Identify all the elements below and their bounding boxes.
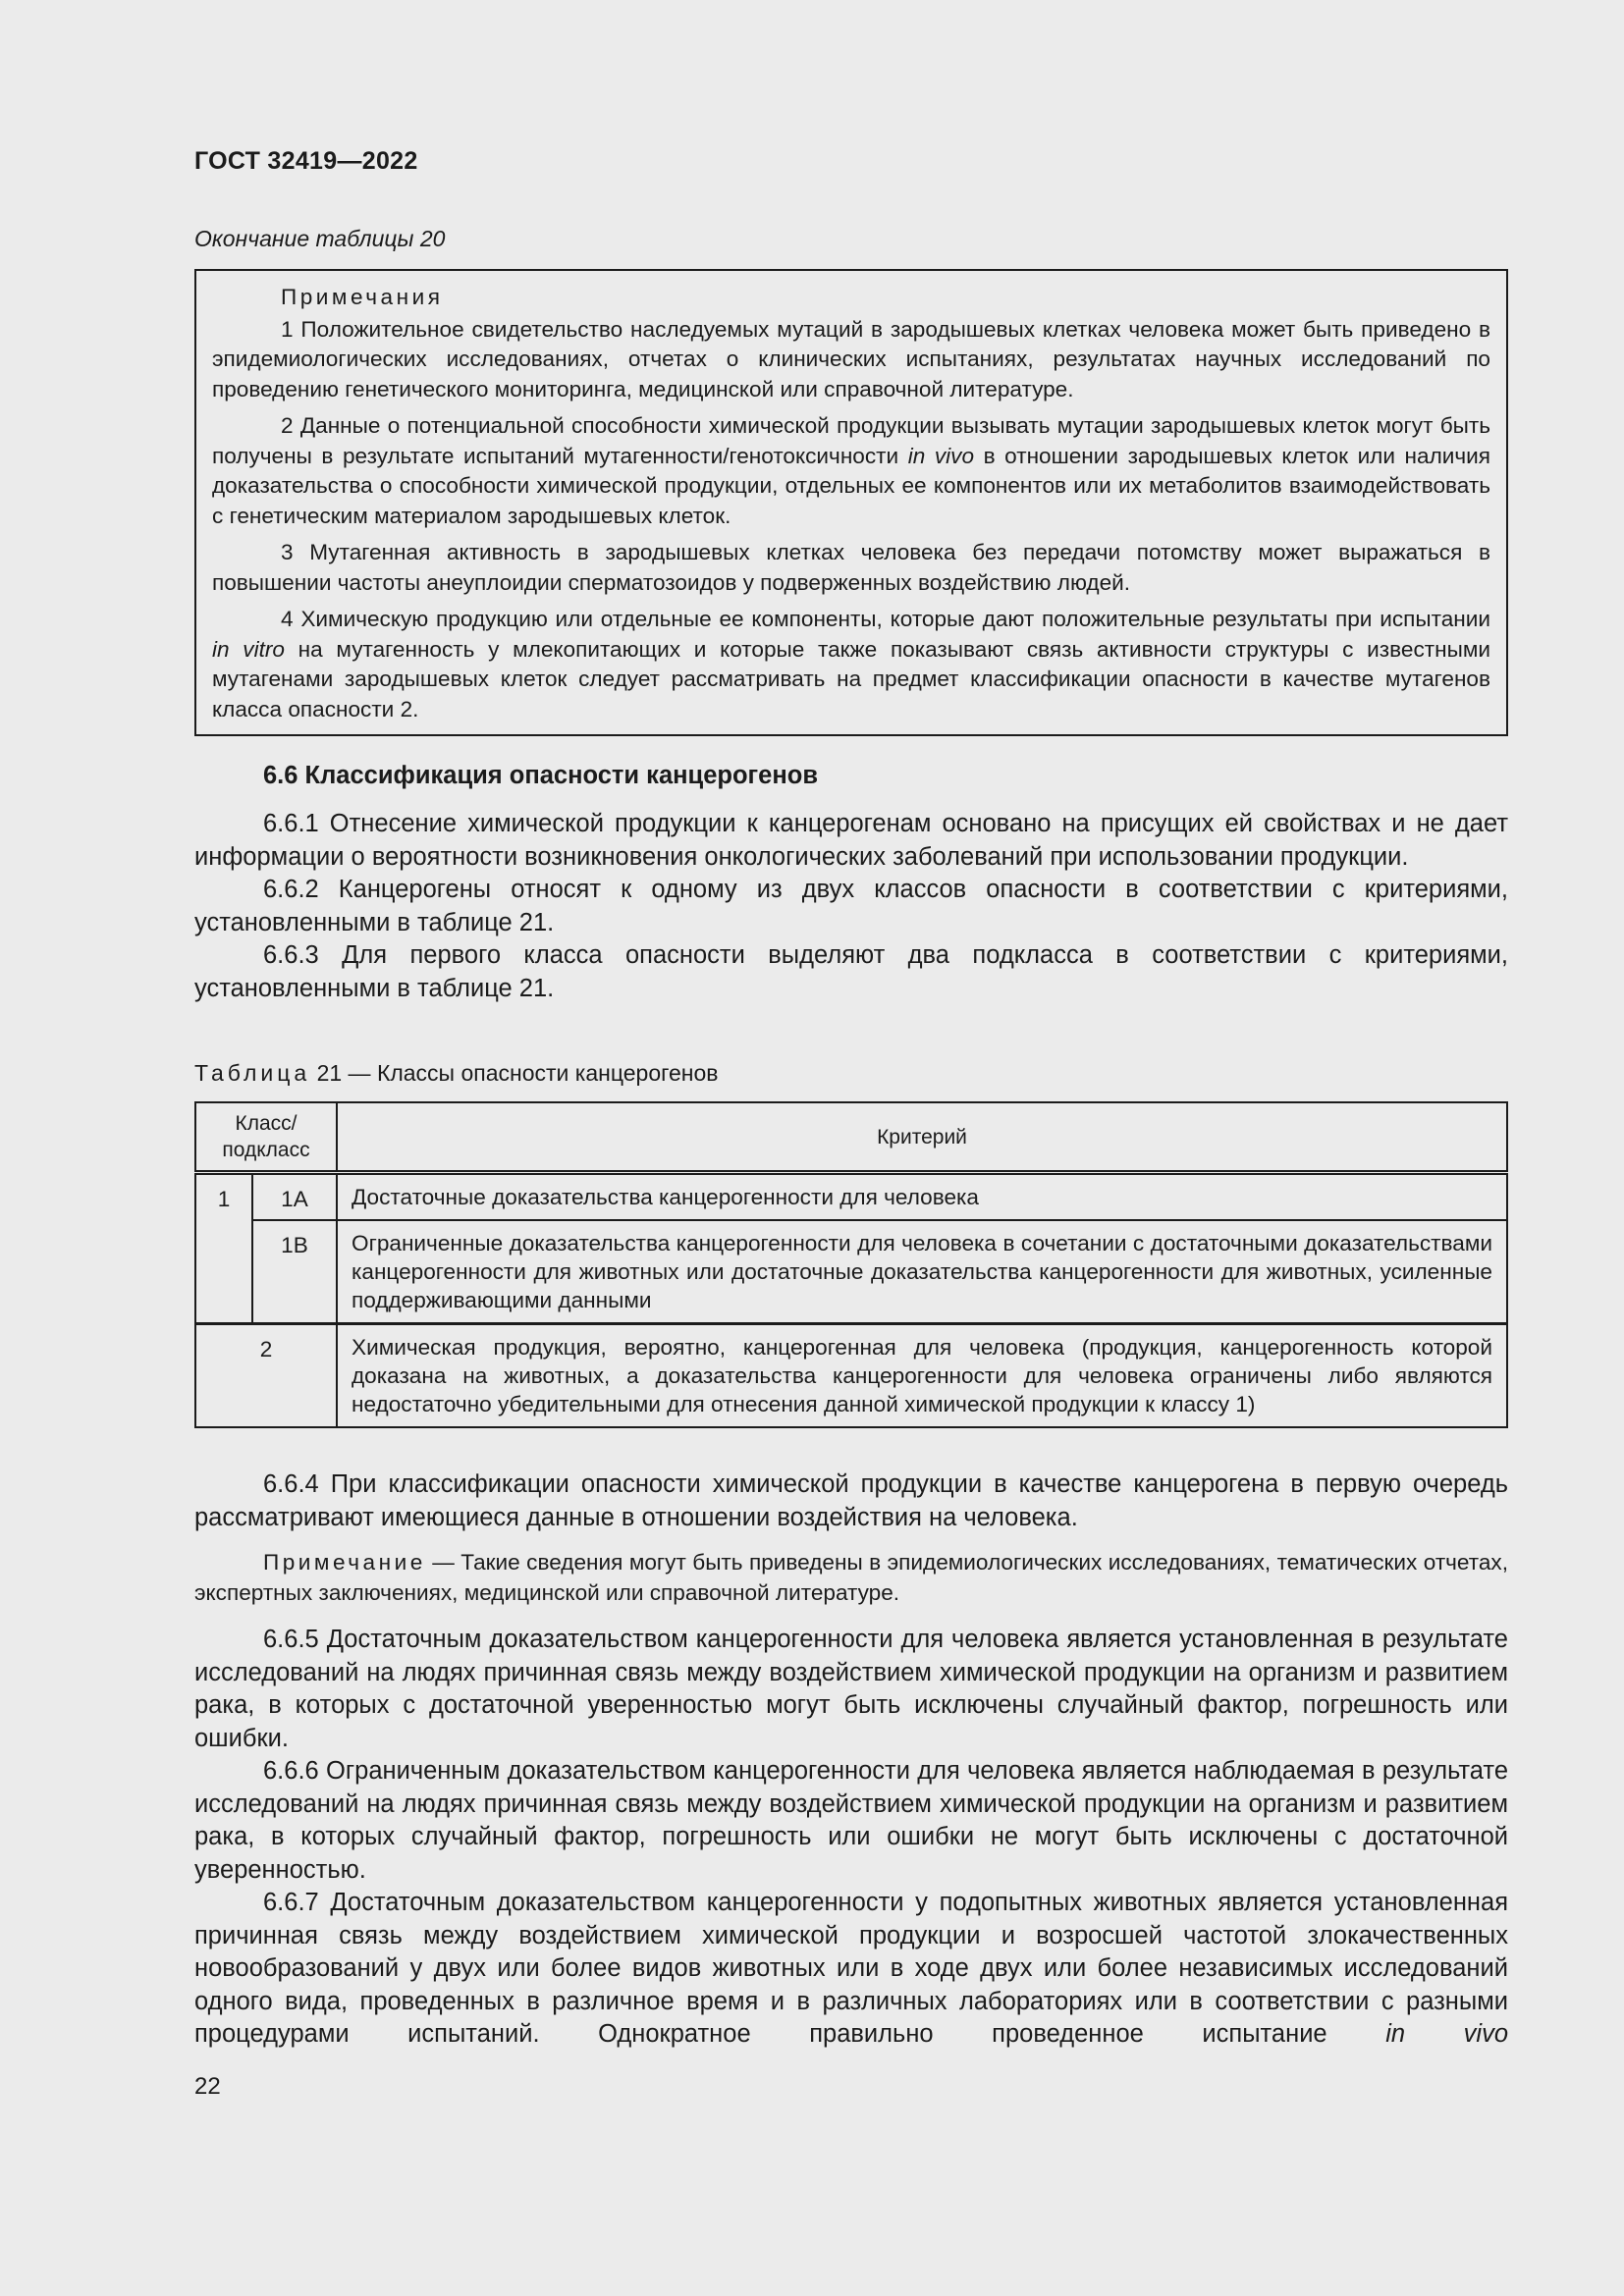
note-text: — Такие сведения могут быть приведены в эпидемиологических исследованиях, тематических отчетах, экспертных заключениях, медицинской или справочной литературе. xyxy=(194,1550,1508,1605)
paragraph: 6.6.3 Для первого класса опасности выделяют два подкласса в соответствии с критериями, установленными в таблице 21. xyxy=(194,941,1508,1002)
table-continuation-label: Окончание таблицы 20 xyxy=(194,226,446,251)
notes-box xyxy=(194,269,1508,736)
paragraph: 6.6.2 Канцерогены относят к одному из двух классов опасности в соответствии с критериями, установленными в таблице 21. xyxy=(194,876,1508,936)
note-item: 2 Данные о потенциальной способности химической продукции вызывать мутации зародышевых клеток могут быть получены в результате испытаний мутагенности/генотоксичности in vivo в отношении зародышевых клеток или наличия доказательства о способности химической продукции, отдельных ее компонентов или их метаболитов взаимодействовать с генетическим материалом зародышевых клеток. xyxy=(212,413,1491,528)
paragraph: 6.6.5 Достаточным доказательством канцерогенности для человека является установленная в результате исследований на людях причинная связь между воздействием химической продукции на организм и развитием рака, в которых с достаточной уверенностью могут быть исключены случайный фактор, погрешность или ошибки. xyxy=(194,1626,1508,1752)
table-row xyxy=(195,1220,1507,1324)
paragraph-664 xyxy=(194,1468,1508,1534)
paragraphs-group-b xyxy=(194,1624,1508,2052)
column-header-class: Класс/ подкласс xyxy=(195,1102,337,1173)
note-item: 1 Положительное свидетельство наследуемых мутаций в зародышевых клетках человека может быть приведено в эпидемиологических исследованиях, отчетах о клинических испытаниях, результатах научных исследований по проведению генетического мониторинга, медицинской или справочной литературе. xyxy=(212,316,1490,401)
note-label: Примечание xyxy=(263,1550,426,1575)
paragraph: 6.6.1 Отнесение химической продукции к канцерогенам основано на присущих ей свойствах и не дает информации о вероятности возникновения онкологических заболеваний при использовании продукции. xyxy=(194,810,1508,871)
table-row xyxy=(195,1324,1507,1428)
section-heading: 6.6 Классификация опасности канцерогенов xyxy=(263,762,818,789)
paragraphs-group-a xyxy=(194,808,1508,1005)
note xyxy=(194,1547,1508,1608)
paragraph: 6.6.7 Достаточным доказательством канцерогенности у подопытных животных является установленная причинная связь между воздействием химической продукции и возросшей частотой злокачественных новообразований у двух или более видов животных или в ходе двух или более независимых исследований одного вида, проведенных в различное время и в различных лабораториях или в соответствии с разными процедурами испытаний. Однократное правильно проведенное испытание in vivo xyxy=(194,1889,1508,2048)
subclass-cell: 1А xyxy=(252,1173,337,1221)
criterion-cell: Достаточные доказательства канцерогенности для человека xyxy=(337,1173,1507,1221)
class-cell: 1 xyxy=(195,1173,252,1324)
paragraph: 6.6.4 При классификации опасности химической продукции в качестве канцерогена в первую очередь рассматривают имеющиеся данные в отношении воздействия на человека. xyxy=(194,1470,1508,1531)
page-number: 22 xyxy=(194,2073,221,2100)
criterion-cell: Ограниченные доказательства канцерогенности для человека в сочетании с достаточными доказательствами канцерогенности для животных или достаточные доказательства канцерогенности для животных, усиленные поддерживающими данными xyxy=(337,1220,1507,1324)
notes-title: Примечания xyxy=(281,285,444,309)
class-cell: 2 xyxy=(195,1324,337,1428)
hazard-class-table xyxy=(194,1101,1508,1428)
table-caption: Таблица 21 — Классы опасности канцерогенов xyxy=(194,1060,719,1086)
note-item: 4 Химическую продукцию или отдельные ее компоненты, которые дают положительные результаты при испытании in vitro на мутагенность у млекопитающих и которые также показывают связь активности структуры с известными мутагенами зародышевых клеток следует рассматривать на предмет классификации опасности в качестве мутагенов класса опасности 2. xyxy=(212,607,1490,721)
paragraph: 6.6.6 Ограниченным доказательством канцерогенности для человека является наблюдаемая в результате исследований на людях причинная связь между воздействием химической продукции на организм и развитием рака, в которых случайный фактор, погрешность или ошибки не могут быть исключены с достаточной уверенностью. xyxy=(194,1757,1508,1884)
criterion-cell: Химическая продукция, вероятно, канцерогенная для человека (продукция, канцерогенность которой доказана на животных, а доказательства канцерогенности для человека ограничены либо являются недостаточно убедительными для отнесения данной химической продукции к классу 1) xyxy=(337,1324,1507,1428)
note-item: 3 Мутагенная активность в зародышевых клетках человека без передачи потомству может выражаться в повышении частоты анеуплоидии сперматозоидов у подверженных воздействию людей. xyxy=(212,540,1490,595)
subclass-cell: 1В xyxy=(252,1220,337,1324)
document-code: ГОСТ 32419—2022 xyxy=(194,147,418,175)
table-row xyxy=(195,1173,1507,1221)
column-header-criterion: Критерий xyxy=(337,1102,1507,1173)
table-header-row xyxy=(195,1102,1507,1173)
